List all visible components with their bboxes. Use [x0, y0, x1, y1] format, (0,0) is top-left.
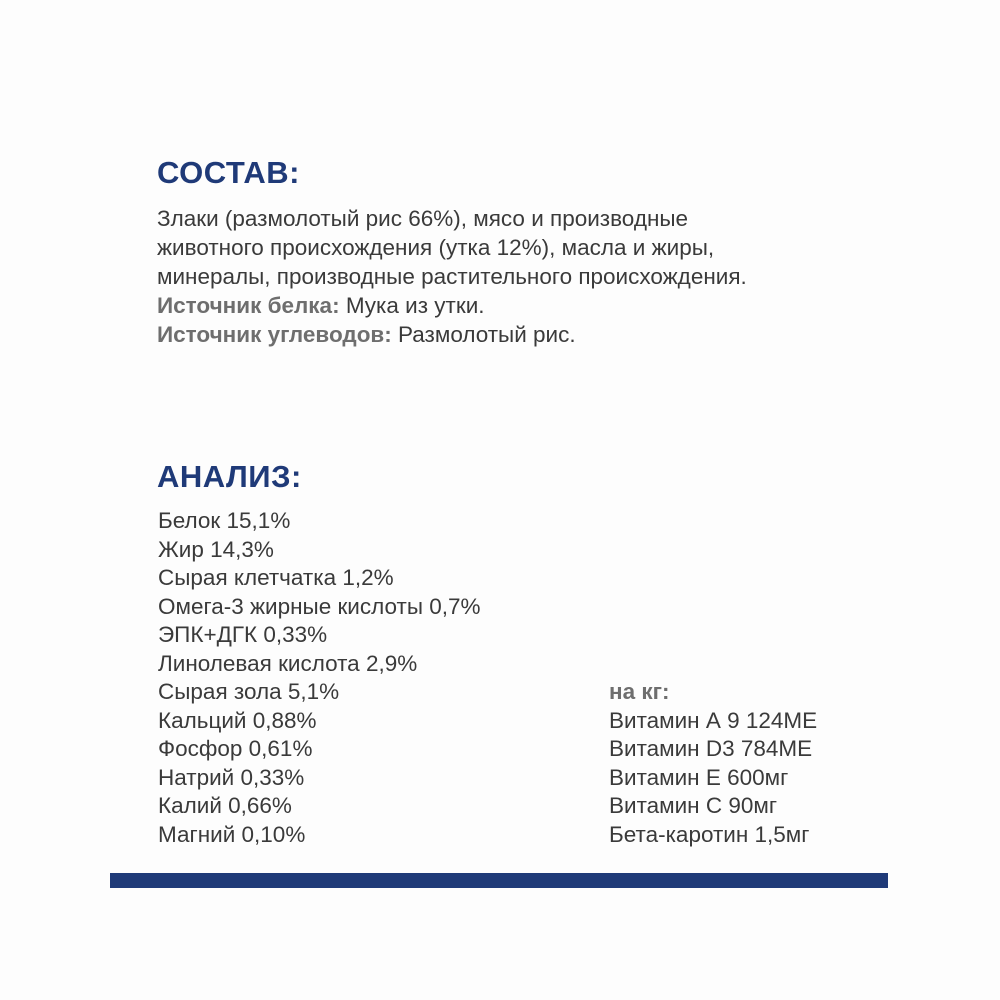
analysis-item: Омега-3 жирные кислоты 0,7%: [158, 593, 481, 619]
vitamin-item: Витамин С 90мг: [609, 793, 778, 818]
composition-heading: СОСТАВ:: [157, 155, 300, 190]
carbs-source-label: Источник углеводов:: [157, 322, 392, 347]
composition-line: Злаки (размолотый рис 66%), мясо и производные: [157, 206, 689, 231]
composition-text: [157, 204, 917, 349]
analysis-item: Сырая зола 5,1%: [158, 679, 340, 704]
analysis-list: [158, 507, 481, 849]
protein-source-label: Источник белка:: [157, 293, 340, 318]
analysis-item: Белок 15,1%: [158, 508, 291, 533]
vitamin-item: Витамин А 9 124МЕ: [609, 707, 818, 733]
protein-source: [157, 291, 917, 320]
analysis-item: Натрий 0,33%: [158, 764, 305, 790]
analysis-item: Линолевая кислота 2,9%: [158, 650, 418, 676]
composition-line: минералы, производные растительного происхождения.: [157, 264, 747, 289]
vitamin-list: [609, 707, 817, 850]
per-kg-label: на кг:: [609, 679, 670, 704]
analysis-item: Жир 14,3%: [158, 536, 274, 562]
analysis-item: Фосфор 0,61%: [158, 736, 313, 761]
vitamin-item: Витамин D3 784МЕ: [609, 736, 813, 761]
carbs-source-value: Размолотый рис.: [391, 322, 576, 347]
analysis-item: ЭПК+ДГК 0,33%: [158, 622, 328, 647]
analysis-item: Кальций 0,88%: [158, 707, 317, 733]
vitamin-item: Бета-каротин 1,5мг: [609, 821, 810, 847]
bottom-divider-bar: [110, 873, 888, 888]
analysis-item: Калий 0,66%: [158, 793, 292, 818]
carbs-source: [157, 320, 917, 349]
analysis-item: Магний 0,10%: [158, 821, 306, 847]
vitamin-block: [609, 678, 817, 849]
composition-line: животного происхождения (утка 12%), масла и жиры,: [157, 235, 715, 260]
analysis-heading: АНАЛИЗ:: [157, 459, 302, 494]
protein-source-value: Мука из утки.: [339, 293, 485, 318]
analysis-item: Сырая клетчатка 1,2%: [158, 565, 394, 590]
vitamin-item: Витамин Е 600мг: [609, 764, 789, 790]
